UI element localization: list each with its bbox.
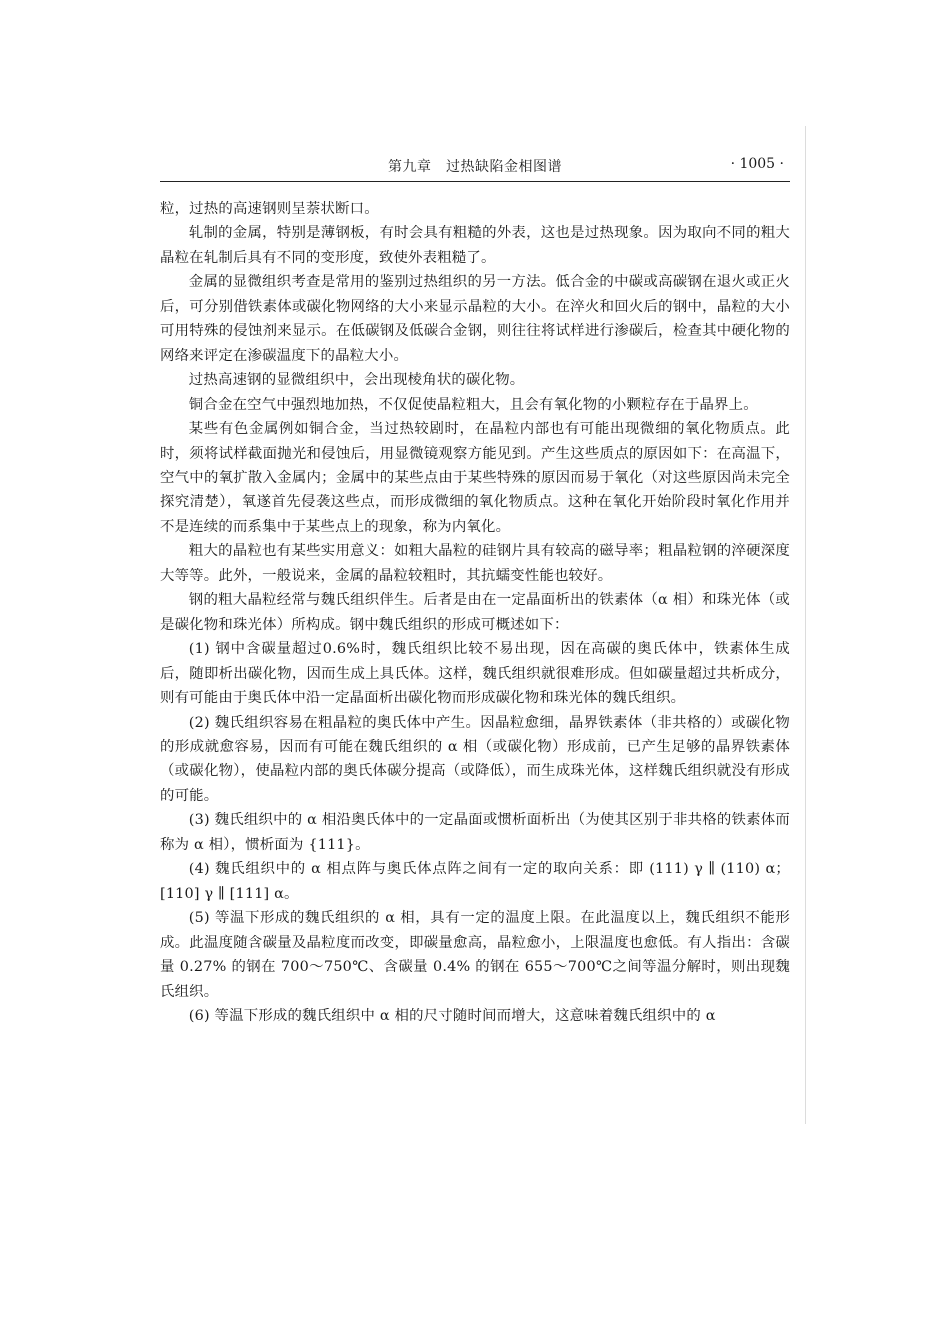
paragraph: 某些有色金属例如铜合金，当过热较剧时，在晶粒内部也有可能出现微细的氧化物质点。此时，须将试样截面抛光和侵蚀后，用显微镜观察方能见到。产生这些质点的原因如下：在高温下，空气中的氧扩散入金属内；金属中的某些点由于某些特殊的原因而易于氧化（对这些原因尚未完全探究清楚），氧遂首先侵袭这些点，而形成微细的氧化物质点。这种在氧化开始阶段时氧化作用并不是连续的而系集中于某些点上的现象，称为内氧化。 [160, 421, 790, 535]
paragraph: (1) 钢中含碳量超过0.6%时，魏氏组织比较不易出现，因在高碳的奥氏体中，铁素体生成后，随即析出碳化物，因而生成上具氏体。这样，魏氏组织就很难形成。但如碳量超过共析成分，则有可能由于奥氏体中沿一定晶面析出碳化物而形成碳化物和珠光体的魏氏组织。 [160, 641, 790, 707]
paragraph: (3) 魏氏组织中的 α 相沿奥氏体中的一定晶面或惯析面析出（为使其区别于非共格的铁素体而称为 α 相），惯析面为 {111}。 [160, 812, 790, 853]
paragraph: 粒，过热的高速钢则呈萘状断口。 [160, 201, 379, 217]
paragraph: (5) 等温下形成的魏氏组织的 α 相，具有一定的温度上限。在此温度以上，魏氏组织不能形成。此温度随含碳量及晶粒度而改变，即碳量愈高，晶粒愈小，上限温度也愈低。有人指出：含碳量 0.27% 的钢在 700～750℃、含碳量 0.4% 的钢在 655～700℃之间等温分解时，则出现魏氏组织。 [160, 910, 790, 1000]
chapter-title: 第九章 过热缺陷金相图谱 [388, 159, 562, 175]
paragraph: 钢的粗大晶粒经常与魏氏组织伴生。后者是由在一定晶面析出的铁素体（α 相）和珠光体（或是碳化物和珠光体）所构成。钢中魏氏组织的形成可概述如下： [160, 592, 790, 633]
running-header [160, 154, 790, 180]
page-number: · 1005 · [730, 156, 784, 172]
page-edge-line [805, 126, 806, 1124]
paragraph: (4) 魏氏组织中的 α 相点阵与奥氏体点阵之间有一定的取向关系：即 (111) γ ∥ (110) α；[110] γ ∥ [111] α。 [160, 861, 790, 902]
paragraph: (2) 魏氏组织容易在粗晶粒的奥氏体中产生。因晶粒愈细，晶界铁素体（非共格的）或碳化物的形成就愈容易，因而有可能在魏氏组织的 α 相（或碳化物）形成前，已产生足够的晶界铁素体（或碳化物），使晶粒内部的奥氏体碳分提高（或降低），而生成珠光体，这样魏氏组织就没有形成的可能。 [160, 714, 790, 804]
header-rule [160, 181, 790, 182]
paragraph: 过热高速钢的显微组织中，会出现棱角状的碳化物。 [188, 372, 525, 389]
paragraph: 轧制的金属，特别是薄钢板，有时会具有粗糙的外表，这也是过热现象。因为取向不同的粗大晶粒在轧制后具有不同的变形度，致使外表粗糙了。 [160, 225, 790, 266]
body-text [160, 197, 790, 1028]
paragraph: 铜合金在空气中强烈地加热，不仅促使晶粒粗大，且会有氧化物的小颗粒存在于晶界上。 [188, 396, 758, 413]
paragraph: (6) 等温下形成的魏氏组织中 α 相的尺寸随时间而增大，这意味着魏氏组织中的 α [188, 1007, 716, 1024]
paragraph: 金属的显微组织考查是常用的鉴别过热组织的另一方法。低合金的中碳或高碳钢在退火或正火后，可分别借铁素体或碳化物网络的大小来显示晶粒的大小。在淬火和回火后的钢中，晶粒的大小可用特殊的侵蚀剂来显示。在低碳钢及低碳合金钢，则往往将试样进行渗碳后，检查其中硬化物的网络来评定在渗碳温度下的晶粒大小。 [160, 274, 790, 364]
paragraph: 粗大的晶粒也有某些实用意义：如粗大晶粒的硅钢片具有较高的磁导率；粗晶粒钢的淬硬深度大等等。此外，一般说来，金属的晶粒较粗时，其抗蠕变性能也较好。 [160, 543, 790, 584]
